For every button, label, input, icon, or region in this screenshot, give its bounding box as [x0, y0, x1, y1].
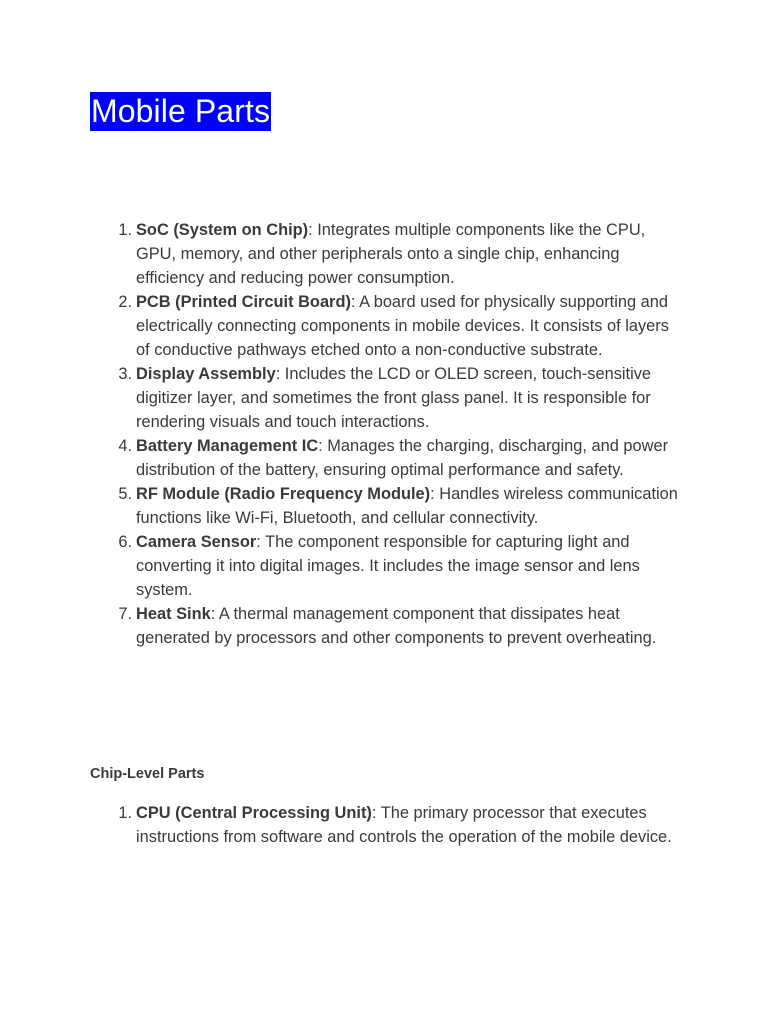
list-item-description: : A thermal management component that dissipates heat generated by processors and other components to prevent overheating. — [136, 605, 657, 647]
list-item-description: : Handles wireless communication functions like Wi-Fi, Bluetooth, and cellular connectivity. — [136, 485, 678, 527]
list-item-number: 6. — [118, 533, 132, 551]
list-item-number: 4. — [118, 437, 132, 455]
list-item — [118, 482, 684, 530]
section-heading: Chip-Level Parts — [90, 766, 205, 782]
list-item-term: Display Assembly — [136, 365, 276, 383]
list-item-number: 1. — [118, 804, 132, 822]
list-item — [118, 362, 684, 434]
list-item-description: : Manages the charging, discharging, and power distribution of the battery, ensuring optimal performance and safety. — [136, 437, 669, 479]
list-item — [118, 602, 684, 650]
list-item-term: CPU (Central Processing Unit) — [136, 804, 372, 822]
chip-level-parts-list — [118, 801, 684, 849]
list-item-number: 2. — [118, 293, 132, 311]
list-item-term: Battery Management IC — [136, 437, 319, 455]
list-item-number: 7. — [118, 605, 132, 623]
list-item-number: 1. — [118, 221, 132, 239]
list-item-number: 3. — [118, 365, 132, 383]
list-item-description: : The primary processor that executes instructions from software and controls the operation of the mobile device. — [136, 804, 672, 846]
list-item-description: : Includes the LCD or OLED screen, touch-sensitive digitizer layer, and sometimes the front glass panel. It is responsible for rendering visuals and touch interactions. — [136, 365, 652, 431]
page-title: Mobile Parts — [91, 93, 271, 129]
list-item-term: Camera Sensor — [136, 533, 257, 551]
list-item — [118, 434, 684, 482]
list-item-term: PCB (Printed Circuit Board) — [136, 293, 351, 311]
list-item — [118, 290, 684, 362]
list-item-term: RF Module (Radio Frequency Module) — [136, 485, 431, 503]
list-item — [118, 530, 684, 602]
list-item-term: Heat Sink — [136, 605, 211, 623]
list-item-number: 5. — [118, 485, 132, 503]
list-item-description: : The component responsible for capturing light and converting it into digital images. It includes the image sensor and lens system. — [136, 533, 640, 599]
mobile-parts-list — [118, 218, 684, 650]
list-item-description: : Integrates multiple components like the CPU, GPU, memory, and other peripherals onto a single chip, enhancing efficiency and reducing power consumption. — [136, 221, 646, 287]
list-item-term: SoC (System on Chip) — [136, 221, 309, 239]
list-item — [118, 218, 684, 290]
list-item — [118, 801, 684, 849]
list-item-description: : A board used for physically supporting and electrically connecting components in mobile devices. It consists of layers of conductive pathways etched onto a non-conductive substrate. — [136, 293, 669, 359]
